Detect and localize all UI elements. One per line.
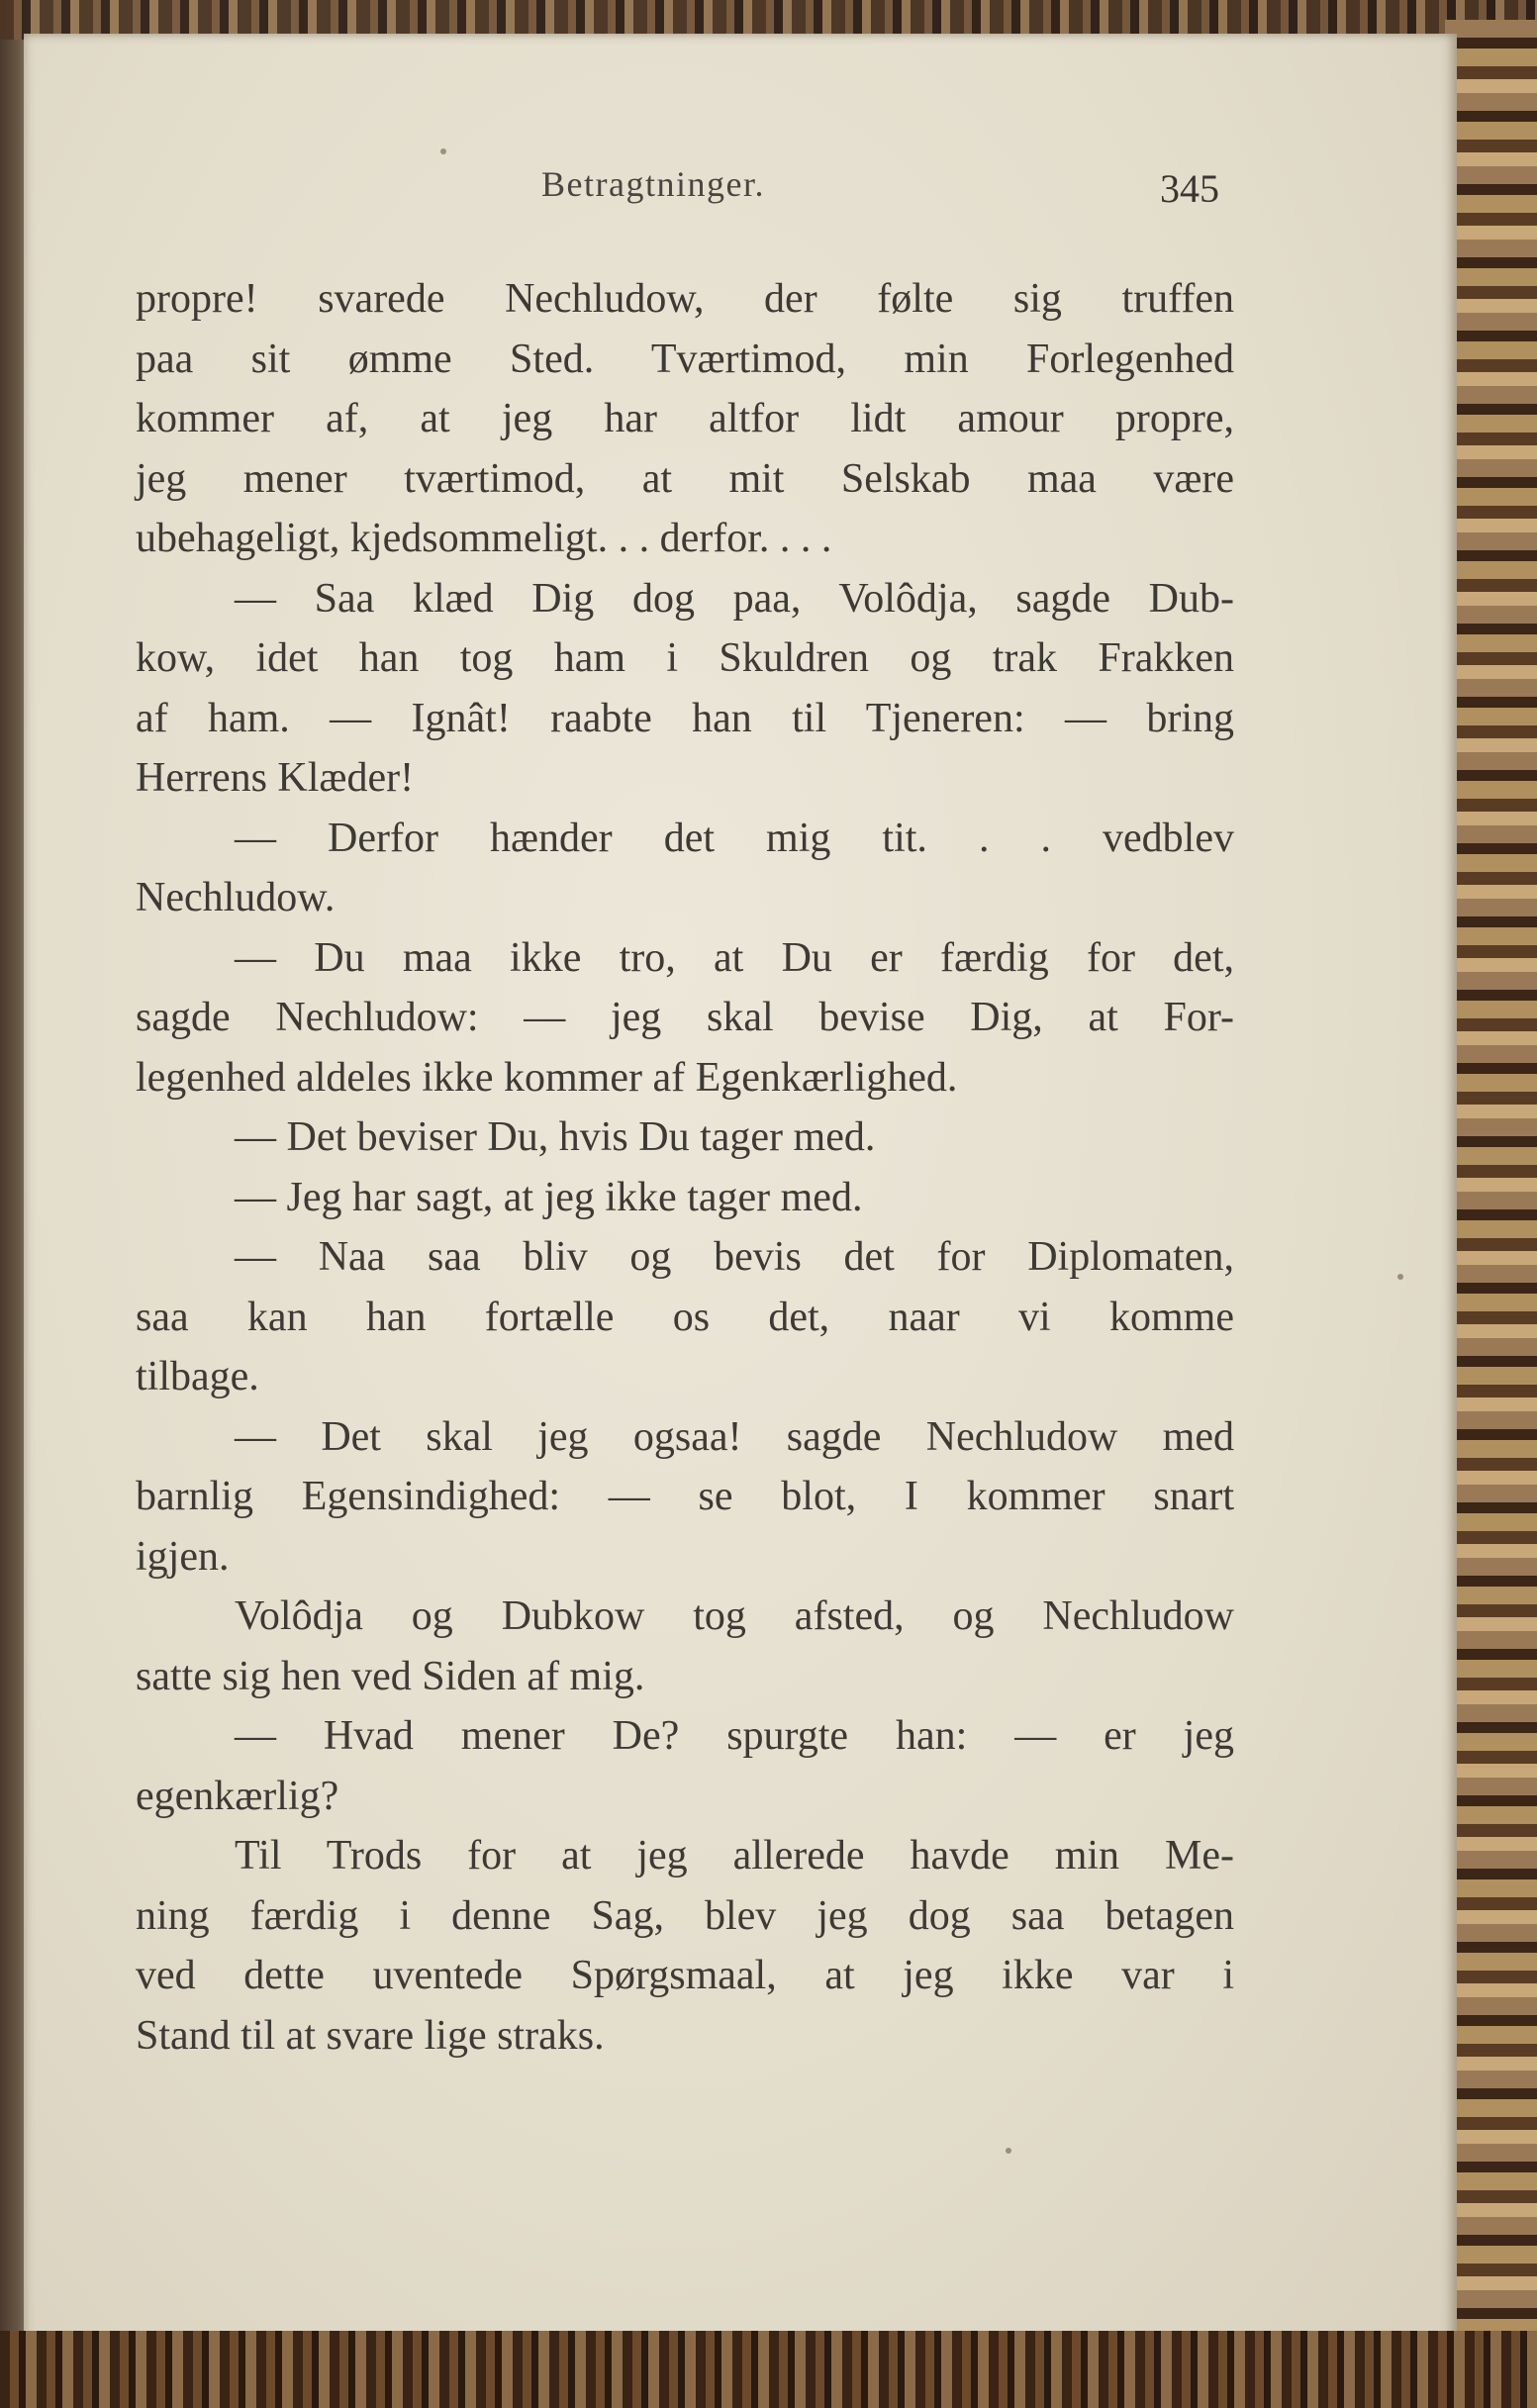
text-line: Volôdja og Dubkow tog afsted, og Nechludow <box>235 1593 1234 1639</box>
text-line: af ham. — Ignât! raabte han til Tjeneren: — bring <box>136 695 1234 741</box>
text-line: Til Trods for at jeg allerede havde min Me- <box>235 1833 1234 1878</box>
text-line: barnlig Egensindighed: — se blot, I kommer snart <box>136 1474 1234 1519</box>
text-line: — Derfor hænder det mig tit. . . vedblev <box>235 815 1234 861</box>
body-text <box>136 269 1234 2066</box>
text-line: Herrens Klæder! <box>136 755 415 801</box>
text-line: paa sit ømme Sted. Tværtimod, min Forlegenhed <box>136 336 1234 382</box>
text-line: — Det beviser Du, hvis Du tager med. <box>235 1114 876 1160</box>
text-line: — Hvad mener De? spurgte han: — er jeg <box>235 1713 1234 1759</box>
paper-speck <box>1397 1274 1403 1280</box>
text-line: — Det skal jeg ogsaa! sagde Nechludow med <box>235 1413 1234 1460</box>
page-number: 345 <box>1160 166 1219 211</box>
text-line: ubehageligt, kjedsommeligt. . . derfor. . . . <box>136 516 832 561</box>
text-line: — Saa klæd Dig dog paa, Volôdja, sagde Dub- <box>235 575 1234 622</box>
text-line: ning færdig i denne Sag, blev jeg dog saa betagen <box>136 1892 1234 1939</box>
text-line: Nechludow. <box>136 875 336 920</box>
text-line: igjen. <box>136 1533 230 1580</box>
text-line: legenhed aldeles ikke kommer af Egenkærlighed. <box>136 1054 958 1101</box>
text-line: sagde Nechludow: — jeg skal bevise Dig, at For- <box>136 995 1234 1040</box>
text-line: kommer af, at jeg har altfor lidt amour propre, <box>136 396 1234 441</box>
paper-speck <box>440 148 446 154</box>
book-cover-edge <box>1445 20 1537 2346</box>
text-line: jeg mener tværtimod, at mit Selskab maa være <box>136 455 1234 502</box>
text-line: kow, idet han tog ham i Skuldren og trak Frakken <box>136 635 1234 681</box>
running-head <box>0 163 1537 223</box>
text-line: saa kan han fortælle os det, naar vi komme <box>136 1294 1234 1340</box>
text-line: egenkærlig? <box>136 1773 339 1819</box>
text-line: ved dette uventede Spørgsmaal, at jeg ikke var i <box>136 1953 1234 1998</box>
text-line: — Jeg har sagt, at jeg ikke tager med. <box>235 1174 863 1220</box>
text-line: tilbage. <box>136 1354 259 1399</box>
text-line: Stand til at svare lige straks. <box>136 2012 605 2059</box>
paper-speck <box>1006 2148 1011 2154</box>
text-line: satte sig hen ved Siden af mig. <box>136 1653 645 1699</box>
running-title: Betragtninger. <box>541 164 765 204</box>
text-line: — Naa saa bliv og bevis det for Diplomaten, <box>235 1234 1234 1280</box>
page-bottom-edge <box>0 2331 1537 2408</box>
text-line: — Du maa ikke tro, at Du er færdig for det, <box>235 934 1234 981</box>
text-line: propre! svarede Nechludow, der følte sig truffen <box>136 276 1234 322</box>
